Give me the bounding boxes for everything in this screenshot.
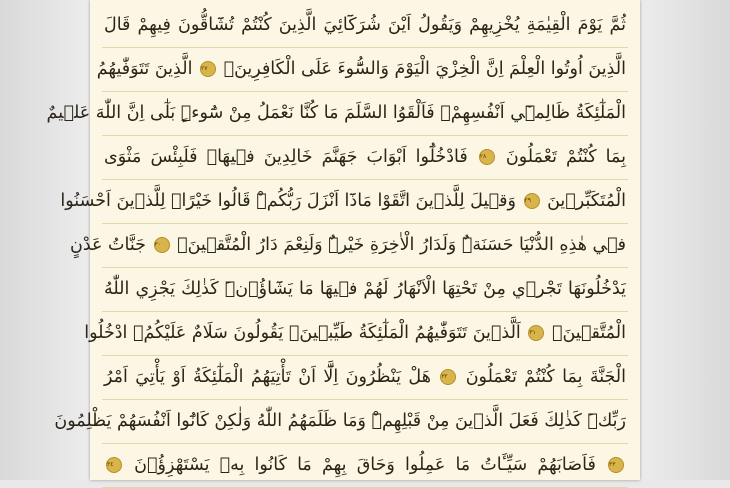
ayah-marker-32: ٣٢ (440, 369, 456, 385)
ayah-marker-29: ٢٩ (524, 193, 540, 209)
verse-text: وَقٖيلَ لِلَّذٖينَ اتَّقَوْا مَاذَٓا اَنْزَلَ رَبُّكُمْۜ قَالُوا خَيْرًاۜ لِلَّذٖينَ اَحْسَنُوا (60, 191, 516, 211)
verse-text: الَّذِينَ تَتَوَفّٰيهُمُ (96, 59, 193, 79)
text-line-9 (102, 356, 628, 400)
mushaf-text (46, 4, 628, 488)
verse-text: ثُمَّ يَوْمَ الْقِيٰمَةِ يُخْزِيهِمْ وَيَقُولُ اَيْنَ شُرَكَٓائِيَ الَّذِينَ كُنْتُمْ تُشَٓاقُّونَ فِيهِمْ قَالَ (104, 15, 626, 35)
verse-text: اَلَّذٖينَ تَتَوَفّٰيهُمُ الْمَلٰٓئِكَةُ طَيِّبٖينَۙ يَقُولُونَ سَلَامٌ عَلَيْكُمُۙ ادْخُلُوا (84, 323, 521, 343)
verse-text: جَنَّاتُ عَدْنٍ (70, 235, 146, 255)
ayah-marker-34: ٣٤ (106, 457, 122, 473)
text-line-2 (96, 48, 628, 92)
verse-text: الْجَنَّةَ بِمَا كُنْتُمْ تَعْمَلُونَ (465, 367, 626, 387)
ayah-marker-28: ٢٨ (479, 149, 495, 165)
text-line-10 (54, 400, 628, 444)
verse-text: الَّذِينَ اُوتُوا الْعِلْمَ اِنَّ الْخِزْيَ الْيَوْمَ وَالسُّٓوءَ عَلَى الْكَافِرِينَۙ (223, 59, 626, 79)
text-line-5 (60, 180, 628, 224)
ayah-marker-31: ٣١ (528, 325, 544, 341)
verse-text: فَادْخُلُٓوا اَبْوَابَ جَهَنَّمَ خَالِدِينَ فٖيهَاۜ فَلَبِئْسَ مَثْوَى (104, 147, 468, 167)
ayah-marker-30: ٣٠ (154, 237, 170, 253)
verse-text: فٖي هٰذِهِ الدُّنْيَا حَسَنَةٌۜ وَلَدَارُ الْاٰخِرَةِ خَيْرٌۜ وَلَنِعْمَ دَارُ الْمُتَّقٖينَۙ (177, 235, 626, 255)
text-line-11 (102, 444, 628, 488)
text-line-3 (46, 92, 628, 136)
verse-text: الْمُتَّقٖينَۙ (551, 323, 626, 343)
text-line-7 (102, 268, 628, 312)
verse-text: رَبِّكَۜ كَذٰلِكَ فَعَلَ الَّذٖينَ مِنْ قَبْلِهِمْۜ وَمَا ظَلَمَهُمُ اللّٰهُ وَلٰكِنْ كَانُٓوا اَنْفُسَهُمْ يَظْلِمُونَ (54, 411, 626, 431)
verse-text: الْمُتَكَبِّرٖينَ (547, 191, 626, 211)
verse-text: الْمَلٰٓئِكَةُ ظَالِمٖٓي اَنْفُسِهِمْۖ فَاَلْقَوُا السَّلَمَ مَا كُنَّا نَعْمَلُ مِنْ سُٓوءٍۜ بَلٰٓى اِنَّ اللّٰهَ عَلٖيمٌ (46, 103, 626, 123)
verse-text: هَلْ يَنْظُرُونَ اِلَّٓا اَنْ تَأْتِيَهُمُ الْمَلٰٓئِكَةُ اَوْ يَأْتِيَ اَمْرُ (104, 367, 431, 387)
verse-text: بِمَا كُنْتُمْ تَعْمَلُونَ (505, 147, 626, 167)
text-line-8 (84, 312, 628, 356)
verse-text: يَدْخُلُونَهَا تَجْرٖي مِنْ تَحْتِهَا الْاَنْهَارُ لَهُمْ فٖيهَا مَا يَشَٓاؤُ۫نَۜ كَذٰلِكَ يَجْزِي اللّٰهُ (104, 279, 626, 299)
ayah-marker-27: ٢٧ (200, 61, 216, 77)
verse-text: فَاَصَابَهُمْ سَيِّـَٔاتُ مَا عَمِلُوا وَحَاقَ بِهِمْ مَا كَانُوا بِهٖ يَسْتَهْزِؤُ۫نَ (134, 455, 596, 475)
text-line-6 (70, 224, 628, 268)
quran-page (46, 0, 640, 480)
text-line-4 (102, 136, 628, 180)
text-line-1 (102, 4, 628, 48)
ayah-marker-33: ٣٣ (608, 457, 624, 473)
